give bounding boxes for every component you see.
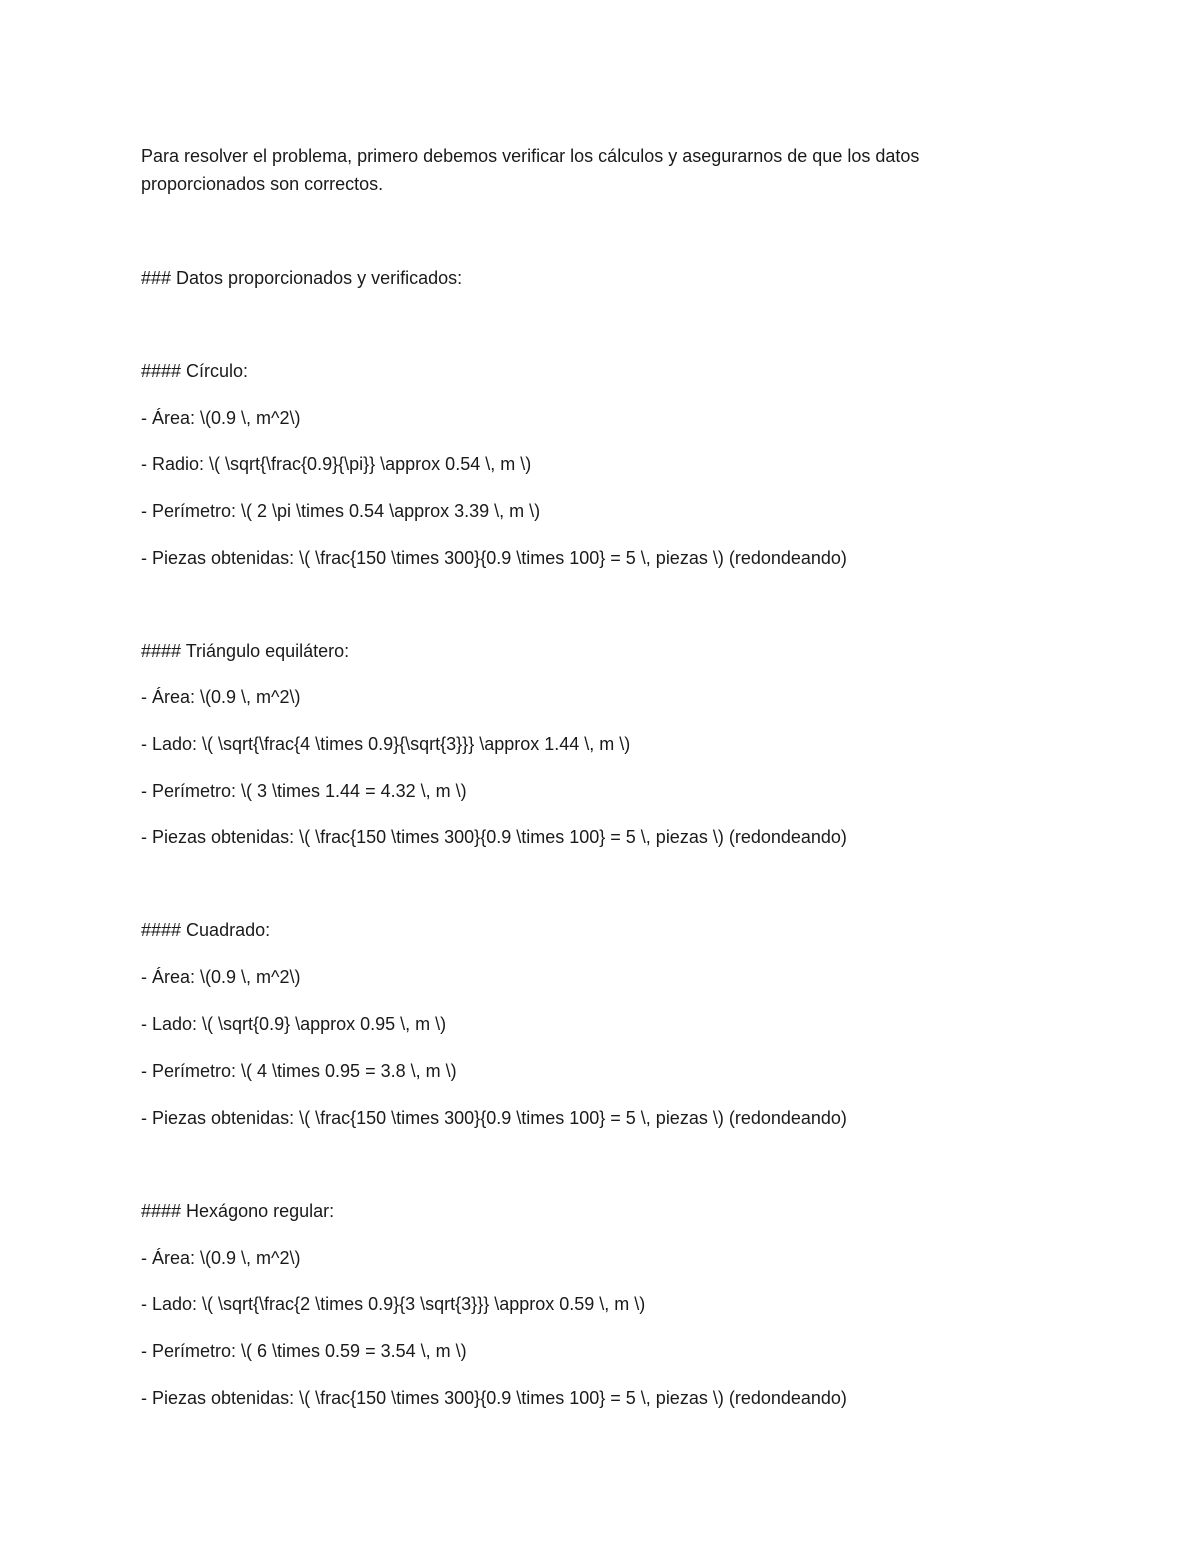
circle-heading: #### Círculo: [141,361,249,381]
circle-area: - Área: \(0.9 \, m^2\) [141,408,301,428]
hexagon-side: - Lado: \( \sqrt{\frac{2 \times 0.9}{3 \sqrt{3}}} \approx 0.59 \, m \) [141,1294,646,1314]
square-perimeter: - Perímetro: \( 4 \times 0.95 = 3.8 \, m \) [141,1061,457,1081]
square-area: - Área: \(0.9 \, m^2\) [141,967,301,987]
hexagon-heading: #### Hexágono regular: [141,1201,335,1221]
circle-perimeter: - Perímetro: \( 2 \pi \times 0.54 \approx 3.39 \, m \) [141,501,541,521]
intro-line-2: proporcionados son correctos. [141,174,384,194]
hexagon-area: - Área: \(0.9 \, m^2\) [141,1248,301,1268]
hexagon-perimeter: - Perímetro: \( 6 \times 0.59 = 3.54 \, m \) [141,1341,467,1361]
triangle-perimeter: - Perímetro: \( 3 \times 1.44 = 4.32 \, m \) [141,781,467,801]
intro-line-1: Para resolver el problema, primero debemos verificar los cálculos y asegurarnos de que los datos [141,146,920,166]
circle-radius: - Radio: \( \sqrt{\frac{0.9}{\pi}} \approx 0.54 \, m \) [141,454,532,474]
circle-pieces: - Piezas obtenidas: \( \frac{150 \times 300}{0.9 \times 100} = 5 \, piezas \) (redondeando) [141,548,847,568]
triangle-area: - Área: \(0.9 \, m^2\) [141,687,301,707]
triangle-side: - Lado: \( \sqrt{\frac{4 \times 0.9}{\sqrt{3}}} \approx 1.44 \, m \) [141,734,631,754]
hexagon-pieces: - Piezas obtenidas: \( \frac{150 \times 300}{0.9 \times 100} = 5 \, piezas \) (redondeando) [141,1388,847,1408]
square-pieces: - Piezas obtenidas: \( \frac{150 \times 300}{0.9 \times 100} = 5 \, piezas \) (redondeando) [141,1108,847,1128]
square-side: - Lado: \( \sqrt{0.9} \approx 0.95 \, m \) [141,1014,447,1034]
triangle-heading: #### Triángulo equilátero: [141,641,350,661]
triangle-pieces: - Piezas obtenidas: \( \frac{150 \times 300}{0.9 \times 100} = 5 \, piezas \) (redondeando) [141,827,847,847]
square-heading: #### Cuadrado: [141,920,271,940]
section-heading: ### Datos proporcionados y verificados: [141,268,463,288]
